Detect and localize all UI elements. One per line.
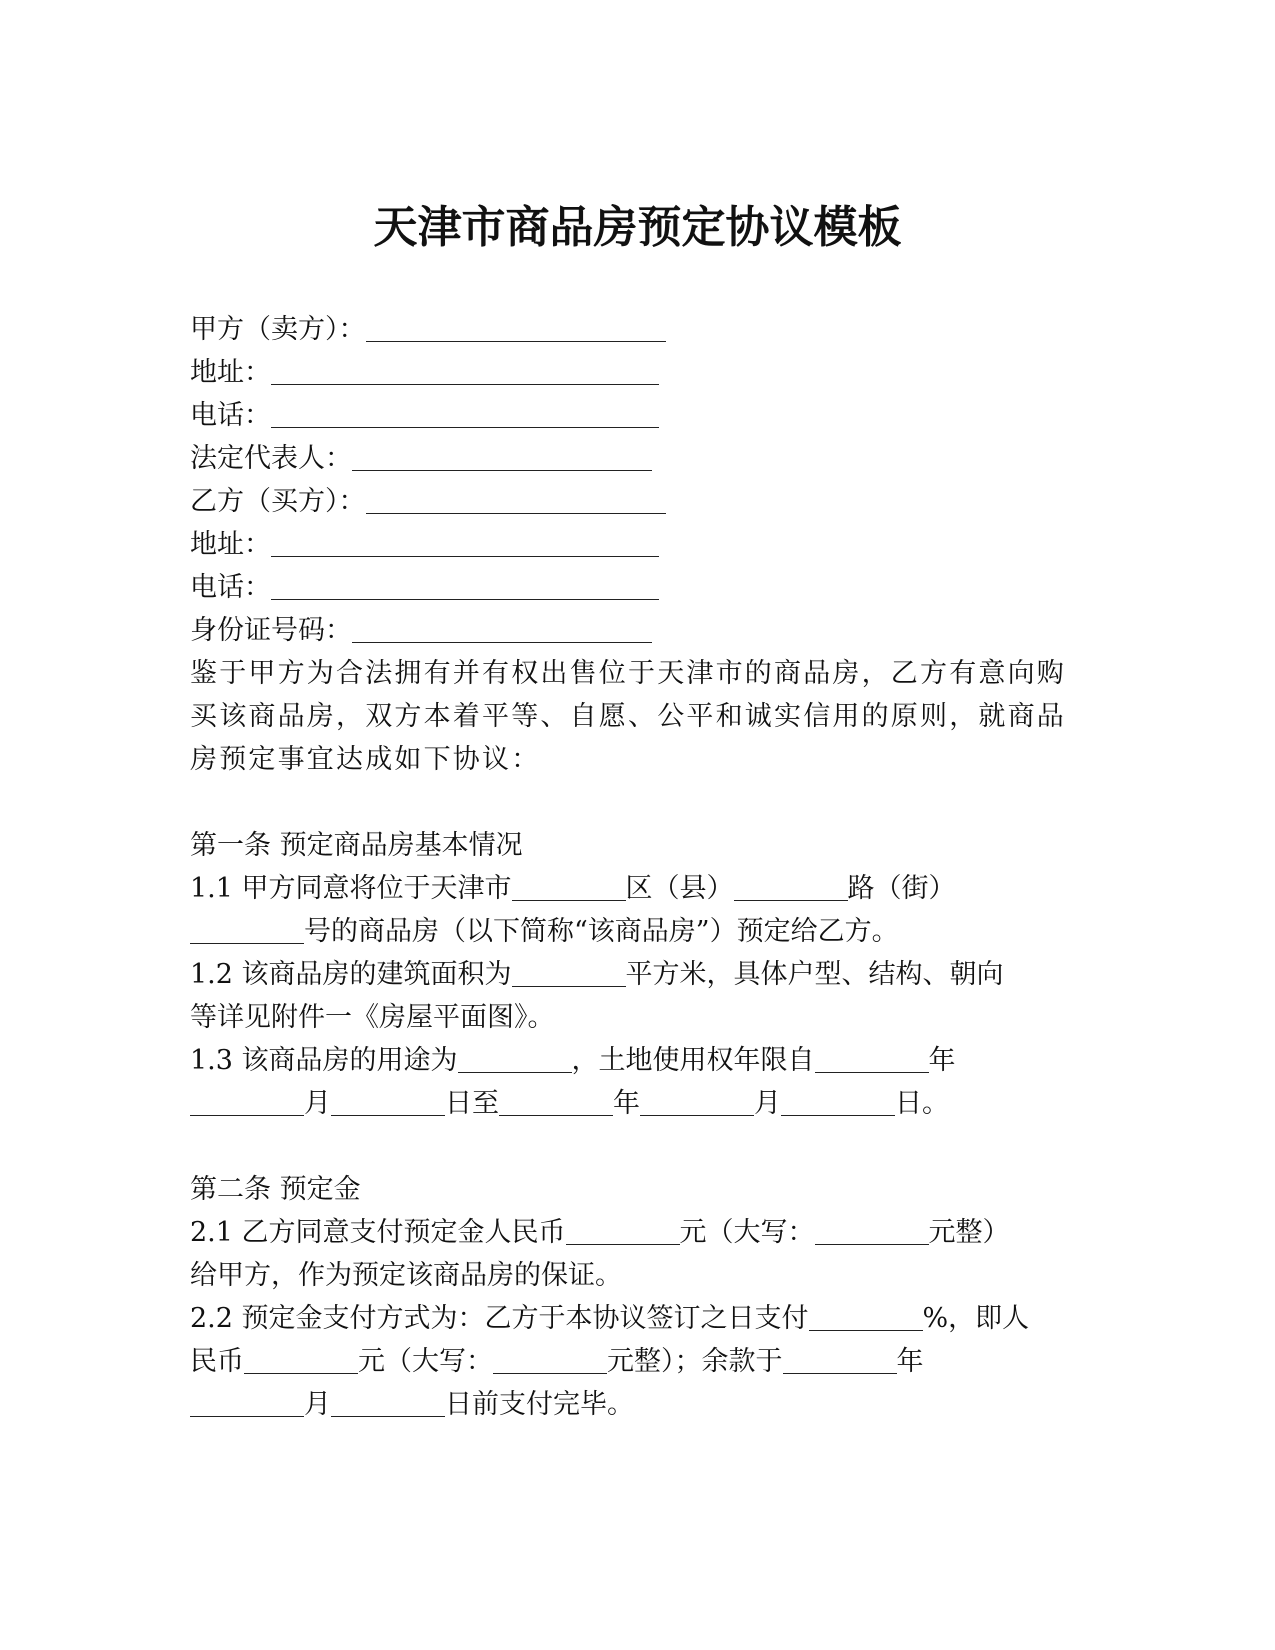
seller-blank[interactable] [366, 311, 666, 342]
end-day-blank[interactable] [781, 1085, 895, 1116]
seller-phone-line [190, 394, 1080, 437]
clause-text: 1.2 该商品房的建筑面积为 [190, 959, 512, 990]
seller-line [190, 308, 1080, 351]
preamble-line-3: 房预定事宜达成如下协议： [190, 744, 541, 775]
clause-1-3-line-2 [190, 1082, 1080, 1125]
clause-2-2-line-2 [190, 1340, 1080, 1383]
clause-text: 号的商品房（以下简称“该商品房”）预定给乙方。 [304, 916, 899, 947]
start-day-blank[interactable] [331, 1085, 445, 1116]
balance-month-blank[interactable] [190, 1386, 304, 1417]
clause-text: 平方米，具体户型、结构、朝向 [625, 959, 1004, 990]
clause-2-1-line-2: 给甲方，作为预定该商品房的保证。 [190, 1260, 622, 1291]
clause-text: 月 [304, 1088, 331, 1119]
preamble-line-1: 鉴于甲方为合法拥有并有权出售位于天津市的商品房，乙方有意向购 [190, 658, 1066, 689]
clause-1-1-line-1 [190, 867, 1080, 910]
preamble-line-2: 买该商品房，双方本着平等、自愿、公平和诚实信用的原则，就商品 [190, 701, 1066, 732]
usage-blank[interactable] [458, 1042, 572, 1073]
clause-text: 2.2 预定金支付方式为：乙方于本协议签订之日支付 [190, 1303, 809, 1334]
percent-blank[interactable] [809, 1300, 923, 1331]
seller-phone-blank[interactable] [271, 397, 659, 428]
clause-text: 月 [304, 1389, 331, 1420]
buyer-address-label: 地址： [190, 529, 271, 560]
clause-text: %，即人 [922, 1303, 1030, 1334]
article2-heading: 第二条 预定金 [190, 1174, 361, 1205]
clause-1-1-line-2 [190, 910, 1080, 953]
seller-address-line [190, 351, 1080, 394]
id-number-label: 身份证号码： [190, 615, 352, 646]
clause-text: 元（大写： [358, 1346, 493, 1377]
clause-1-2-line-2: 等详见附件一《房屋平面图》。 [190, 1002, 555, 1033]
deposit-amount-blank[interactable] [566, 1214, 680, 1245]
section-spacer [190, 1125, 1080, 1168]
seller-label: 甲方（卖方）： [190, 314, 366, 345]
clause-2-2-line-1 [190, 1297, 1080, 1340]
id-number-line [190, 609, 1080, 652]
clause-2-1-line-1 [190, 1211, 1080, 1254]
clause-text: 年 [896, 1346, 924, 1377]
buyer-blank[interactable] [366, 483, 666, 514]
buyer-address-blank[interactable] [271, 526, 659, 557]
start-month-blank[interactable] [190, 1085, 304, 1116]
clause-2-2-line-3 [190, 1383, 1080, 1426]
legal-rep-blank[interactable] [352, 440, 652, 471]
legal-rep-line [190, 437, 1080, 480]
deposit-words-blank[interactable] [815, 1214, 929, 1245]
clause-text: 日前支付完毕。 [445, 1389, 634, 1420]
clause-text: 月 [754, 1088, 781, 1119]
clause-text: 区（县） [625, 873, 734, 904]
payment-amount-blank[interactable] [244, 1343, 358, 1374]
buyer-phone-label: 电话： [190, 572, 271, 603]
legal-rep-label: 法定代表人： [190, 443, 352, 474]
clause-text: 2.1 乙方同意支付预定金人民币 [190, 1217, 566, 1248]
clause-text: 路（街） [847, 873, 956, 904]
buyer-phone-line [190, 566, 1080, 609]
clause-text: 年 [928, 1045, 956, 1076]
clause-text: 民币 [190, 1346, 244, 1377]
clause-text: 年 [613, 1088, 640, 1119]
seller-address-blank[interactable] [271, 354, 659, 385]
section-spacer [190, 781, 1080, 824]
house-number-blank[interactable] [190, 913, 304, 944]
clause-text: 元整）；余款于 [607, 1346, 783, 1377]
clause-text: 元整） [928, 1217, 1010, 1248]
document-body [190, 308, 1080, 1426]
clause-1-3-line-1 [190, 1039, 1080, 1082]
clause-text: ，土地使用权年限自 [571, 1045, 815, 1076]
seller-phone-label: 电话： [190, 400, 271, 431]
id-number-blank[interactable] [352, 612, 652, 643]
clause-text: 1.3 该商品房的用途为 [190, 1045, 458, 1076]
article1-heading: 第一条 预定商品房基本情况 [190, 830, 523, 861]
start-year-blank[interactable] [815, 1042, 929, 1073]
district-blank[interactable] [512, 870, 626, 901]
seller-address-label: 地址： [190, 357, 271, 388]
buyer-address-line [190, 523, 1080, 566]
clause-text: 1.1 甲方同意将位于天津市 [190, 873, 512, 904]
balance-year-blank[interactable] [783, 1343, 897, 1374]
road-blank[interactable] [734, 870, 848, 901]
clause-text: 日。 [895, 1088, 949, 1119]
area-blank[interactable] [512, 956, 626, 987]
document-title: 天津市商品房预定协议模板 [373, 202, 902, 253]
end-month-blank[interactable] [640, 1085, 754, 1116]
end-year-blank[interactable] [499, 1085, 613, 1116]
buyer-line [190, 480, 1080, 523]
balance-day-blank[interactable] [331, 1386, 445, 1417]
buyer-phone-blank[interactable] [271, 569, 659, 600]
clause-1-2-line-1 [190, 953, 1080, 996]
clause-text: 日至 [445, 1088, 499, 1119]
clause-text: 元（大写： [679, 1217, 815, 1248]
buyer-label: 乙方（买方）： [190, 486, 366, 517]
payment-words-blank[interactable] [493, 1343, 607, 1374]
